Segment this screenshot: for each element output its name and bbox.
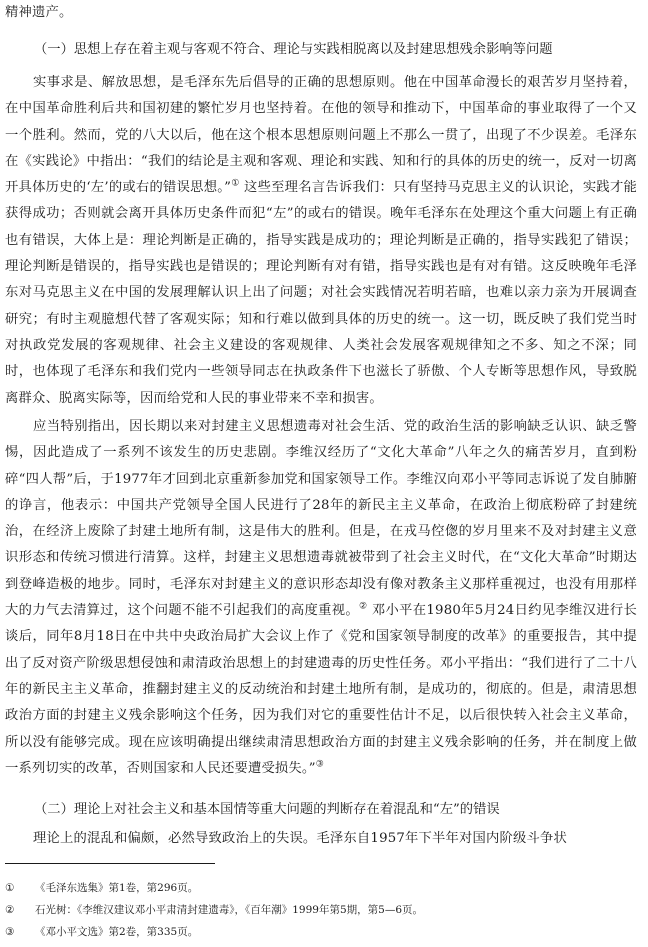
section-1-heading: （一）思想上存在着主观与客观不符合、理论与实践相脱离以及封建思想残余影响等问题 xyxy=(34,42,553,57)
footnote-ref-3[interactable]: ③ xyxy=(315,759,325,770)
continuation-line: 精神遗产。 xyxy=(5,5,73,20)
footnote-mark: ① xyxy=(5,882,15,894)
footnote-ref-2[interactable]: ② xyxy=(358,601,368,612)
footnote-text: 《邓小平文选》第2卷，第335页。 xyxy=(35,926,199,938)
section-1-paragraph-2 xyxy=(5,414,637,782)
paragraph-text: 这些至理名言告诉我们：只有坚持马克思主义的认识论，实践才能获得成功；否则就会离开具体历史条件而犯“左”的或右的错误。晚年毛泽东在处理这个重大问题上有正确也有错误，大体上是：理论判断是正确的，指导实践是成功的；理论判断是正确的，指导实践犯了错误；理论判断是错误的，指导实践也是错误的；理论判断有对有错，指导实践也是有对有错。这反映晚年毛泽东对马克思主义在中国的发展理解认识上出了问题；对社会实践情况若明若暗，也难以亲力亲为开展调查研究；有时主观臆想代替了客观实际；知和行难以做到具体的历史的统一。这一切，既反映了我们党当时对执政党发展的客观规律、社会主义建设的客观规律、人类社会发展客观规律知之不多、知之不深；同时，也体现了毛泽东和我们党内一些领导同志在执政条件下也滋长了骄傲、个人专断等思想作风，导致脱离群众、脱离实际等，因而给党和人民的事业带来不幸和损害。 xyxy=(5,180,637,406)
footnote-ref-1[interactable]: ① xyxy=(231,178,240,189)
section-1-paragraph-1 xyxy=(5,70,637,412)
footnote-1 xyxy=(5,880,198,896)
footnote-text: 石光树：《李维汉建议邓小平肃清封建遗毒》，《百年潮》1999年第5期，第5—6页。 xyxy=(35,904,424,916)
section-2-paragraph-1: 理论上的混乱和偏颇，必然导致政治上的失误。毛泽东自1957年下半年对国内阶级斗争状 xyxy=(33,831,568,846)
footnote-divider xyxy=(5,863,215,864)
footnote-2 xyxy=(5,902,423,918)
paragraph-text: 应当特别指出，因长期以来对封建主义思想遗毒对社会生活、党的政治生活的影响缺乏认识、缺乏警惕，因此造成了一系列不该发生的历史悲剧。李维汉经历了“文化大革命”八年之久的痛苦岁月，直到粉碎“四人帮”后，于1977年才回到北京重新参加党和国家领导工作。李维汉向邓小平等同志诉说了发自肺腑的诤言，他表示：中国共产党领导全国人民进行了28年的新民主主义革命，在政治上彻底粉碎了封建统治，在经济上废除了封建土地所有制，这是伟大的胜利。但是，在戎马倥偬的岁月里来不及对封建主义意识形态和传统习惯进行清算。这样，封建主义思想遗毒就被带到了社会主义时代，在“文化大革命”时期达到登峰造极的地步。同时，毛泽东对封建主义的意识形态却没有像对教条主义那样重视过，也没有用那样大的力气去清算过，这个问题不能不引起我们的高度重视。 xyxy=(5,419,637,619)
footnote-mark: ③ xyxy=(5,926,15,938)
footnote-3 xyxy=(5,924,198,940)
section-2-heading: （二）理论上对社会主义和基本国情等重大问题的判断存在着混乱和“左”的错误 xyxy=(34,802,500,817)
footnote-text: 《毛泽东选集》第1卷，第296页。 xyxy=(35,882,199,894)
paragraph-text: 邓小平在1980年5月24日约见李维汉进行长谈后，同年8月18日在中共中央政治局扩大会议上作了《党和国家领导制度的改革》的重要报告，其中提出了反对资产阶级思想侵蚀和肃清政治思想上的封建遗毒的历史性任务。邓小平指出：“我们进行了二十八年的新民主主义革命，推翻封建主义的反动统治和封建土地所有制，是成功的，彻底的。但是，肃清思想政治方面的封建主义残余影响这个任务，因为我们对它的重要性估计不足，以后很快转入社会主义革命，所以没有能够完成。现在应该明确提出继续肃清思想政治方面的封建主义残余影响的任务，并在制度上做一系列切实的改革，否则国家和人民还要遭受损失。” xyxy=(5,603,637,776)
footnote-mark: ② xyxy=(5,904,15,916)
paragraph-text: 实事求是、解放思想，是毛泽东先后倡导的正确的思想原则。他在中国革命漫长的艰苦岁月坚持着，在中国革命胜利后共和国初建的繁忙岁月也坚持着。在他的领导和推动下，中国革命的事业取得了一个又一个胜利。然而，党的八大以后，他在这个根本思想原则问题上不那么一贯了，出现了不少误差。毛泽东在《实践论》中指出：“我们的结论是主观和客观、理论和实践、知和行的具体的历史的统一，反对一切离开具体历史的‘左’的或右的错误思想。” xyxy=(5,75,637,196)
